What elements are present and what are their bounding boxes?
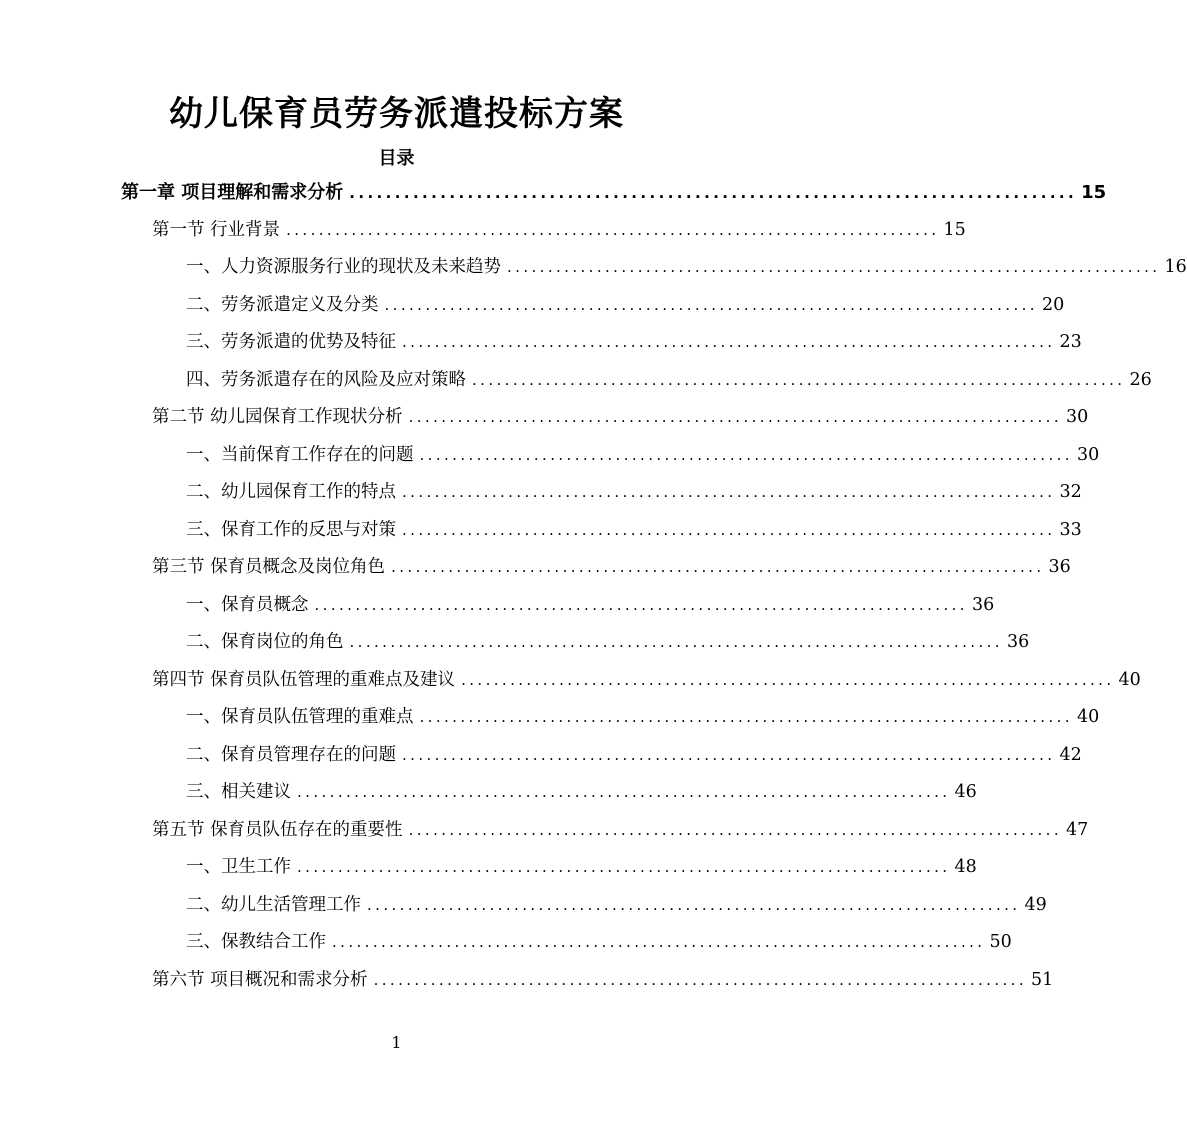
toc-entry-page: 30 [1066,407,1089,427]
toc-entry-page: 42 [1059,744,1082,765]
toc-entry-page: 46 [954,782,977,802]
toc-entry-page: 51 [1031,969,1054,990]
toc-section-entry[interactable] [152,962,1054,1000]
toc-entry-label: 第五节 保育员队伍存在的重要性 [152,819,403,840]
toc-leader-dots: ................................................................................ [391,558,1045,576]
toc-entry-page: 50 [989,932,1012,952]
toc-entry-label: 三、劳务派遣的优势及特征 [186,332,396,352]
toc-entry-label: 第四节 保育员队伍管理的重难点及建议 [152,669,456,690]
toc-entry-page: 48 [954,857,977,877]
toc-subsection-entry[interactable] [186,624,1030,662]
toc-entry-label: 一、卫生工作 [186,857,291,877]
toc-leader-dots: ................................................................................ [402,745,1056,764]
toc-entry-page: 30 [1076,444,1100,465]
toc-section-entry[interactable] [152,812,1089,850]
toc-section-entry[interactable] [152,662,1141,700]
toc-section-entry[interactable] [152,399,1089,437]
toc-leader-dots: ................................................................................ [297,858,951,876]
toc-subsection-entry[interactable] [186,849,977,887]
toc-leader-dots: ................................................................................ [472,370,1126,389]
toc-leader-dots: ................................................................................ [402,520,1056,539]
toc-entry-label: 一、保育员概念 [186,594,309,615]
toc-entry-label: 三、相关建议 [186,782,291,802]
toc-leader-dots: ................................................................................ [367,895,1021,914]
toc-entry-page: 33 [1059,519,1082,540]
page-number: 1 [391,1033,402,1052]
toc-leader-dots: ................................................................................ [419,445,1073,464]
toc-leader-dots: ................................................................................ [408,408,1063,426]
toc-leader-dots: ................................................................................ [286,220,940,239]
toc-leader-dots: ................................................................................ [419,708,1073,726]
toc-leader-dots: ................................................................................ [507,258,1161,276]
toc-subsection-entry[interactable] [186,587,995,625]
toc-subsection-entry[interactable] [186,362,1152,400]
toc-entry-label: 一、人力资源服务行业的现状及未来趋势 [186,257,501,277]
toc-leader-dots: ................................................................................ [402,483,1056,501]
toc-leader-dots: ................................................................................ [408,820,1063,839]
toc-entry-label: 第二节 幼儿园保育工作现状分析 [152,407,403,427]
toc-entry-page: 40 [1076,707,1100,727]
toc-entry-label: 一、保育员队伍管理的重难点 [186,707,414,727]
toc-entry-label: 四、劳务派遣存在的风险及应对策略 [186,369,466,390]
toc-entry-label: 二、劳务派遣定义及分类 [186,294,379,315]
toc-entry-label: 二、幼儿生活管理工作 [186,894,361,915]
toc-entry-page: 15 [943,219,966,240]
toc-entry-label: 三、保教结合工作 [186,932,326,952]
toc-subsection-entry[interactable] [186,324,1082,362]
toc-entry-label: 二、保育员管理存在的问题 [186,744,396,765]
toc-subsection-entry[interactable] [186,699,1100,737]
toc-entry-page: 49 [1024,894,1047,915]
toc-entry-label: 二、幼儿园保育工作的特点 [186,482,396,502]
toc-entry-page: 26 [1129,369,1152,390]
toc-entry-page: 47 [1066,819,1089,840]
toc-entry-label: 第六节 项目概况和需求分析 [152,969,368,990]
toc-entry-page: 36 [1006,632,1030,652]
toc-leader-dots: ................................................................................ [349,633,1003,651]
toc-entry-label: 第三节 保育员概念及岗位角色 [152,557,386,577]
toc-subsection-entry[interactable] [186,512,1082,550]
toc-subsection-entry[interactable] [186,924,1012,962]
toc-leader-dots: ................................................................................ [297,783,951,801]
toc-leader-dots: ................................................................................ [461,670,1115,689]
toc-entry-label: 第一章 项目理解和需求分析 [121,182,344,203]
toc-entry-page: 40 [1118,669,1141,690]
toc-entry-page: 20 [1041,294,1065,315]
toc-leader-dots: ................................................................................ [384,295,1038,314]
toc-entry-label: 第一节 行业背景 [152,219,281,240]
toc-entry-page: 36 [1048,557,1071,577]
document-title: 幼儿保育员劳务派遣投标方案 [169,94,624,134]
toc-leader-dots: ................................................................................ [349,184,1078,202]
toc-leader-dots: ................................................................................ [373,970,1028,989]
toc-subsection-entry[interactable] [186,737,1082,775]
toc-subsection-entry[interactable] [186,774,977,812]
toc-leader-dots: ................................................................................ [402,333,1056,351]
toc-subsection-entry[interactable] [186,474,1082,512]
toc-entry-page: 15 [1081,182,1107,203]
toc-entry-page: 32 [1059,482,1082,502]
toc-section-entry[interactable] [152,212,966,250]
toc-entry-label: 二、保育岗位的角色 [186,632,344,652]
toc-heading: 目录 [378,148,415,169]
toc-entry-page: 23 [1059,332,1082,352]
toc-section-entry[interactable] [152,549,1071,587]
toc-subsection-entry[interactable] [186,287,1065,325]
toc-leader-dots: ................................................................................ [332,933,986,951]
toc-leader-dots: ................................................................................ [314,595,968,614]
toc-subsection-entry[interactable] [186,887,1047,925]
toc-entry-page: 36 [971,594,995,615]
toc-entry-label: 一、当前保育工作存在的问题 [186,444,414,465]
toc-subsection-entry[interactable] [186,437,1100,475]
toc-entry-label: 三、保育工作的反思与对策 [186,519,396,540]
toc-subsection-entry[interactable] [186,249,1187,287]
toc-entry-page: 16 [1164,257,1187,277]
toc-chapter-entry[interactable] [121,174,1107,212]
